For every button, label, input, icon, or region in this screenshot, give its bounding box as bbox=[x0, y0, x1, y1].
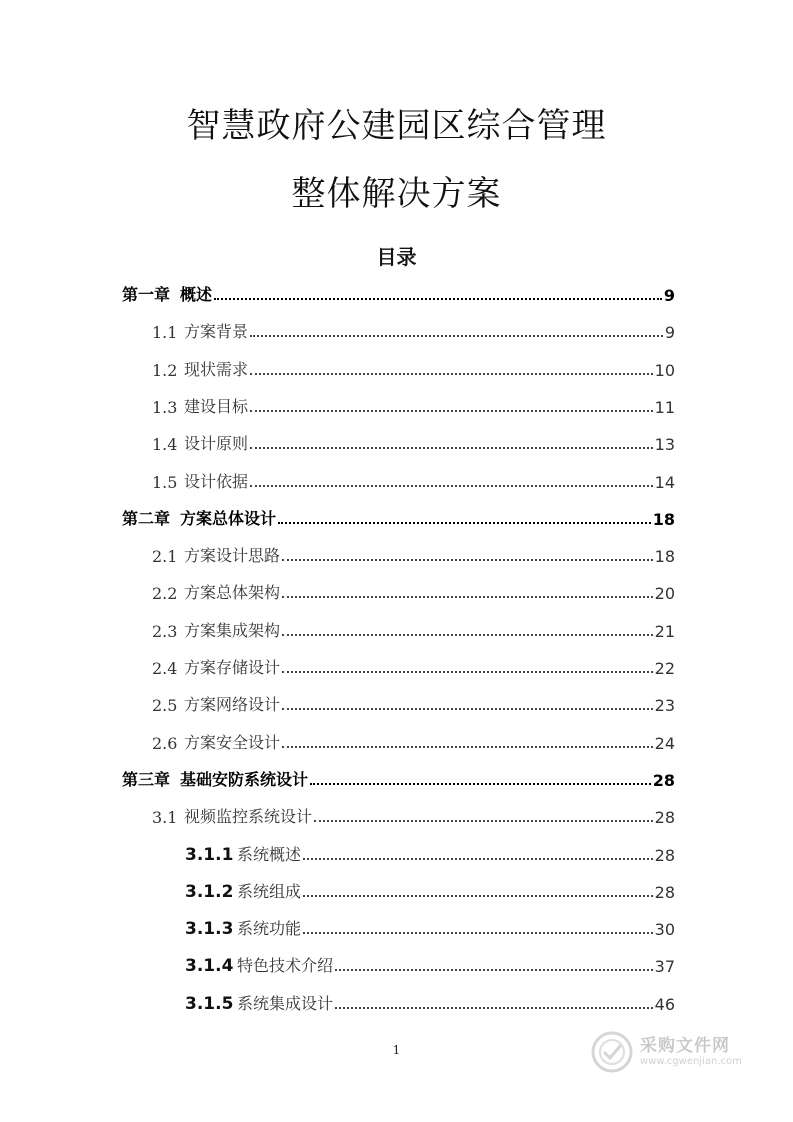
toc-entry-label: 方案网络设计 bbox=[184, 695, 281, 714]
toc-entry-page: 18 bbox=[652, 510, 675, 529]
page-number: 1 bbox=[392, 1043, 401, 1057]
toc-entry[interactable] bbox=[152, 393, 675, 417]
toc-entry[interactable] bbox=[122, 505, 675, 529]
toc-entry-label: 设计依据 bbox=[184, 472, 249, 491]
toc-heading: 目录 bbox=[376, 245, 417, 269]
toc-leader-dots bbox=[250, 447, 653, 449]
toc-entry-number: 1.3 bbox=[152, 398, 178, 417]
toc-entry[interactable] bbox=[152, 654, 675, 678]
toc-leader-dots bbox=[303, 932, 653, 934]
toc-leader-dots bbox=[335, 1007, 653, 1009]
toc-entry-page: 28 bbox=[654, 808, 675, 827]
toc-leader-dots bbox=[282, 596, 653, 598]
toc-entry-label: 特色技术介绍 bbox=[237, 956, 334, 975]
toc-leader-dots bbox=[282, 559, 653, 561]
toc-entry-page: 22 bbox=[654, 659, 675, 678]
toc-entry[interactable] bbox=[185, 990, 675, 1014]
toc-entry-label: 方案存储设计 bbox=[184, 658, 281, 677]
toc-entry[interactable] bbox=[152, 617, 675, 641]
toc-entry-number: 2.1 bbox=[152, 547, 178, 566]
toc-entry[interactable] bbox=[152, 542, 675, 566]
toc-entry-page: 13 bbox=[654, 435, 675, 454]
toc-entry-page: 46 bbox=[654, 995, 675, 1014]
toc-entry-number: 2.2 bbox=[152, 584, 178, 603]
toc-entry-label: 系统概述 bbox=[237, 845, 302, 864]
toc-leader-dots bbox=[282, 671, 653, 673]
toc-entry[interactable] bbox=[152, 803, 675, 827]
toc-entry-number: 3.1 bbox=[152, 808, 178, 827]
toc-leader-dots bbox=[303, 895, 653, 897]
toc-entry-number: 2.6 bbox=[152, 734, 178, 753]
toc-entry-page: 21 bbox=[654, 622, 675, 641]
toc-entry-number: 第二章 bbox=[122, 509, 171, 528]
toc-entry-label: 系统组成 bbox=[237, 882, 302, 901]
toc-entry-number: 2.5 bbox=[152, 696, 178, 715]
toc-entry-number: 3.1.2 bbox=[185, 882, 234, 902]
toc-leader-dots bbox=[250, 485, 653, 487]
toc-entry-label: 方案总体设计 bbox=[180, 509, 277, 528]
toc-entry-label: 设计原则 bbox=[184, 434, 249, 453]
toc-entry[interactable] bbox=[152, 691, 675, 715]
watermark-url: www.cgwenjian.com bbox=[640, 1055, 742, 1067]
toc-entry-number: 1.1 bbox=[152, 323, 178, 342]
toc-entry-page: 28 bbox=[652, 771, 675, 790]
toc-entry-page: 18 bbox=[654, 547, 675, 566]
toc-entry-label: 视频监控系统设计 bbox=[184, 807, 313, 826]
toc-entry-label: 系统功能 bbox=[237, 919, 302, 938]
toc-entry[interactable] bbox=[152, 356, 675, 380]
toc-entry[interactable] bbox=[185, 952, 675, 976]
toc-leader-dots bbox=[250, 373, 653, 375]
title-line-2: 整体解决方案 bbox=[291, 174, 502, 214]
toc-entry-number: 3.1.3 bbox=[185, 919, 234, 939]
toc-entry-label: 概述 bbox=[180, 285, 213, 304]
seal-logo-icon bbox=[590, 1030, 634, 1074]
toc-entry-page: 9 bbox=[663, 286, 675, 305]
toc-leader-dots bbox=[278, 522, 651, 524]
toc-entry-label: 系统集成设计 bbox=[237, 994, 334, 1013]
toc-entry-number: 第三章 bbox=[122, 770, 171, 789]
toc-entry-page: 24 bbox=[654, 734, 675, 753]
toc-entry[interactable] bbox=[185, 878, 675, 902]
toc-entry-number: 2.4 bbox=[152, 659, 178, 678]
toc-leader-dots bbox=[282, 634, 653, 636]
toc-entry-label: 基础安防系统设计 bbox=[180, 770, 309, 789]
title-line-1: 智慧政府公建园区综合管理 bbox=[186, 106, 607, 146]
toc-entry-page: 28 bbox=[654, 883, 675, 902]
toc-entry[interactable] bbox=[185, 915, 675, 939]
toc-entry[interactable] bbox=[152, 468, 675, 492]
toc-entry-label: 现状需求 bbox=[184, 360, 249, 379]
toc-entry[interactable] bbox=[152, 579, 675, 603]
toc-entry[interactable] bbox=[152, 318, 675, 342]
toc-entry-page: 20 bbox=[654, 584, 675, 603]
toc-entry-label: 方案总体架构 bbox=[184, 583, 281, 602]
toc-entry-number: 3.1.4 bbox=[185, 956, 234, 976]
toc-entry-number: 1.5 bbox=[152, 473, 178, 492]
toc-entry-page: 23 bbox=[654, 696, 675, 715]
watermark bbox=[590, 1028, 760, 1076]
toc-entry-page: 30 bbox=[654, 920, 675, 939]
toc-entry-label: 方案背景 bbox=[184, 322, 249, 341]
toc-leader-dots bbox=[310, 783, 651, 785]
toc-entry[interactable] bbox=[122, 766, 675, 790]
toc-leader-dots bbox=[335, 969, 653, 971]
toc-entry-page: 14 bbox=[654, 473, 675, 492]
toc-entry-number: 1.4 bbox=[152, 435, 178, 454]
toc-entry-label: 方案集成架构 bbox=[184, 621, 281, 640]
toc-entry[interactable] bbox=[122, 281, 675, 305]
toc-entry-label: 方案设计思路 bbox=[184, 546, 281, 565]
toc-entry[interactable] bbox=[152, 729, 675, 753]
toc-leader-dots bbox=[303, 858, 653, 860]
toc-leader-dots bbox=[250, 335, 663, 337]
toc-entry-number: 第一章 bbox=[122, 285, 171, 304]
toc-entry-label: 建设目标 bbox=[184, 397, 249, 416]
toc-entry-number: 1.2 bbox=[152, 361, 178, 380]
toc-entry-number: 3.1.5 bbox=[185, 994, 234, 1014]
toc-leader-dots bbox=[282, 746, 653, 748]
toc-leader-dots bbox=[250, 410, 653, 412]
toc-entry-number: 3.1.1 bbox=[185, 845, 234, 865]
toc-entry[interactable] bbox=[185, 841, 675, 865]
toc-leader-dots bbox=[314, 820, 653, 822]
toc-entry-label: 方案安全设计 bbox=[184, 733, 281, 752]
toc-entry-page: 9 bbox=[664, 323, 675, 342]
toc-leader-dots bbox=[214, 298, 662, 300]
toc-entry-number: 2.3 bbox=[152, 622, 178, 641]
toc-entry-page: 37 bbox=[654, 957, 675, 976]
toc-entry[interactable] bbox=[152, 430, 675, 454]
toc-entry-page: 11 bbox=[654, 398, 675, 417]
watermark-text: 采购文件网 bbox=[640, 1036, 730, 1057]
toc-entry-page: 10 bbox=[654, 361, 675, 380]
toc-leader-dots bbox=[282, 708, 653, 710]
toc-entry-page: 28 bbox=[654, 846, 675, 865]
